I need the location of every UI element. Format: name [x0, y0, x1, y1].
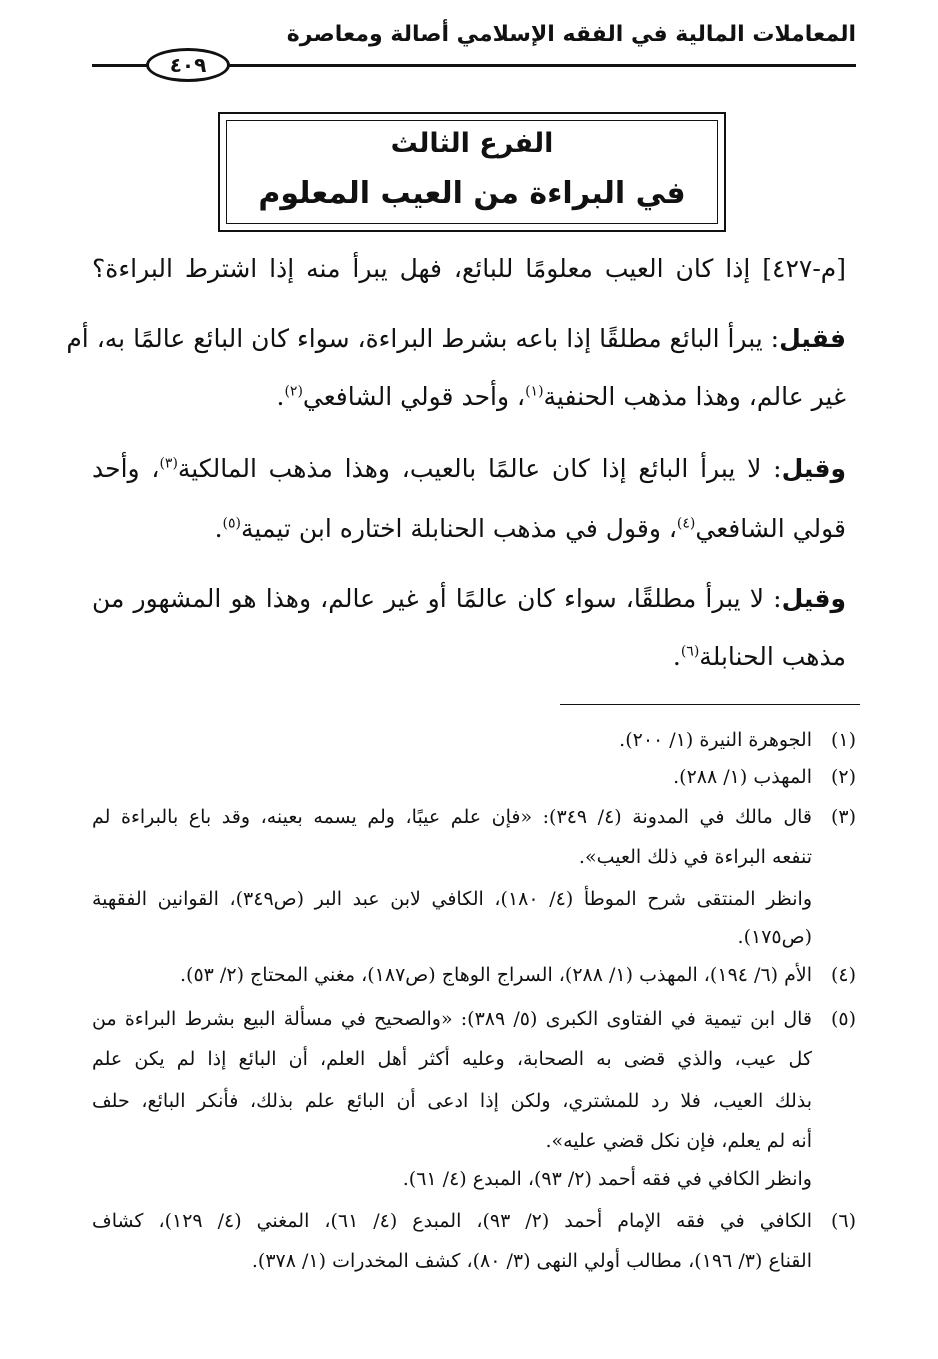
- paragraph-lead: وقيل: [781, 584, 846, 613]
- paragraph-text: مذهب الحنابلة: [699, 642, 846, 671]
- paragraph-text: : لا يبرأ البائع إذا كان عالمًا بالعيب، وهذا مذهب المالكية: [177, 454, 782, 483]
- page-number: ٤٠٩: [146, 48, 230, 82]
- paragraph-text: .: [214, 514, 223, 543]
- footnote-text: الكافي في فقه الإمام أحمد (٢/ ٩٣)، المبدع (٤/ ٦١)، المغني (٤/ ١٢٩)، كشاف: [92, 1210, 812, 1232]
- running-header: المعاملات المالية في الفقه الإسلامي أصالة ومعاصرة: [286, 22, 856, 47]
- footnote-5-line-4: أنه لم يعلم، فإن نكل قضي عليه».: [545, 1130, 812, 1152]
- paragraph-lead: فقيل: [779, 324, 846, 353]
- paragraph-text: ، وأحد: [92, 454, 160, 483]
- footnote-5-line-5: وانظر الكافي في فقه أحمد (٢/ ٩٣)، المبدع (٤/ ٦١).: [402, 1168, 812, 1190]
- footnote-number: (٢): [830, 766, 856, 788]
- footnote-text: الأم (٦/ ١٩٤)، المهذب (١/ ٢٨٨)، السراج الوهاج (ص١٨٧)، مغني المحتاج (٢/ ٥٣).: [180, 964, 812, 986]
- paragraph-text: قولي الشافعي: [695, 514, 846, 543]
- footnote-3-line-4: (ص١٧٥).: [737, 926, 812, 948]
- footnote-text: الجوهرة النيرة (١/ ٢٠٠).: [619, 729, 812, 751]
- paragraph-1-line-2: [276, 380, 846, 414]
- footnote-ref-4[interactable]: (٤): [676, 515, 696, 532]
- footnote-ref-5[interactable]: (٥): [222, 515, 242, 532]
- paragraph-text: : يبرأ البائع مطلقًا إذا باعه بشرط البراءة، سواء كان البائع عالمًا به، أم: [66, 324, 780, 353]
- section-title-line1: الفرع الثالث: [390, 128, 554, 159]
- footnote-6-line-2: القناع (٣/ ١٩٦)، مطالب أولي النهى (٣/ ٨٠)، كشف المخدرات (١/ ٣٧٨).: [251, 1250, 812, 1272]
- footnote-number: (٥): [830, 1008, 856, 1030]
- footnote-number: (١): [830, 729, 856, 751]
- footnote-4: [180, 962, 856, 988]
- paragraph-3-line-2: [673, 640, 846, 674]
- footnote-3-line-1: [92, 804, 856, 830]
- section-title-box: [218, 112, 726, 232]
- footnote-1: [619, 727, 856, 753]
- footnote-3-line-2: تنفعه البراءة في ذلك العيب».: [578, 846, 812, 868]
- footnote-text: قال ابن تيمية في الفتاوى الكبرى (٥/ ٣٨٩): «والصحيح في مسألة البيع بشرط البراءة من: [92, 1008, 812, 1030]
- footnote-number: (٣): [830, 806, 856, 828]
- paragraph-text: غير عالم، وهذا مذهب الحنفية: [543, 382, 846, 411]
- paragraph-text: : لا يبرأ مطلقًا، سواء كان عالمًا أو غير عالم، وهذا هو المشهور من: [92, 584, 782, 613]
- footnote-ref-1[interactable]: (١): [525, 383, 544, 400]
- footnote-text: قال مالك في المدونة (٤/ ٣٤٩): «فإن علم عيبًا، ولم يسمه بعينه، وقد باع بالبراءة لم: [92, 806, 812, 828]
- question-line: [م-٤٢٧] إذا كان العيب معلومًا للبائع، فهل يبرأ منه إذا اشترط البراءة؟: [92, 254, 846, 283]
- footnote-ref-2[interactable]: (٢): [284, 383, 303, 400]
- paragraph-2-line-1: [92, 452, 846, 486]
- footnote-6-line-1: [92, 1208, 856, 1234]
- paragraph-2-line-2: [215, 512, 846, 546]
- footnote-number: (٦): [830, 1210, 856, 1232]
- footnote-ref-6[interactable]: (٦): [680, 643, 700, 660]
- footnote-5-line-3: بذلك العيب، فلا رد للمشتري، ولكن إذا ادعى أن البائع علم بذلك، فأنكر البائع، حلف: [92, 1090, 812, 1112]
- paragraph-3-line-1: [92, 582, 846, 616]
- footnote-3-line-3: وانظر المنتقى شرح الموطأ (٤/ ١٨٠)، الكافي لابن عبد البر (ص٣٤٩)، القوانين الفقهية: [92, 888, 813, 910]
- footnote-text: المهذب (١/ ٢٨٨).: [673, 766, 812, 788]
- paragraph-text: .: [276, 382, 285, 411]
- section-title-line2: في البراءة من العيب المعلوم: [258, 176, 686, 211]
- footnote-5-line-1: [92, 1006, 856, 1032]
- footnote-ref-3[interactable]: (٣): [159, 455, 178, 472]
- paragraph-text: .: [672, 642, 681, 671]
- paragraph-1-line-1: [66, 322, 846, 356]
- footnote-number: (٤): [830, 964, 856, 986]
- paragraph-text: ، وقول في مذهب الحنابلة اختاره ابن تيمية: [241, 514, 677, 543]
- footnote-2: [673, 764, 856, 790]
- paragraph-text: ، وأحد قولي الشافعي: [302, 382, 526, 411]
- footnote-5-line-2: كل عيب، والذي قضى به الصحابة، وعليه أكثر أهل العلم، أن البائع إذا لم يكن علم: [92, 1048, 812, 1070]
- paragraph-lead: وقيل: [781, 454, 846, 483]
- footnote-separator: [560, 704, 860, 705]
